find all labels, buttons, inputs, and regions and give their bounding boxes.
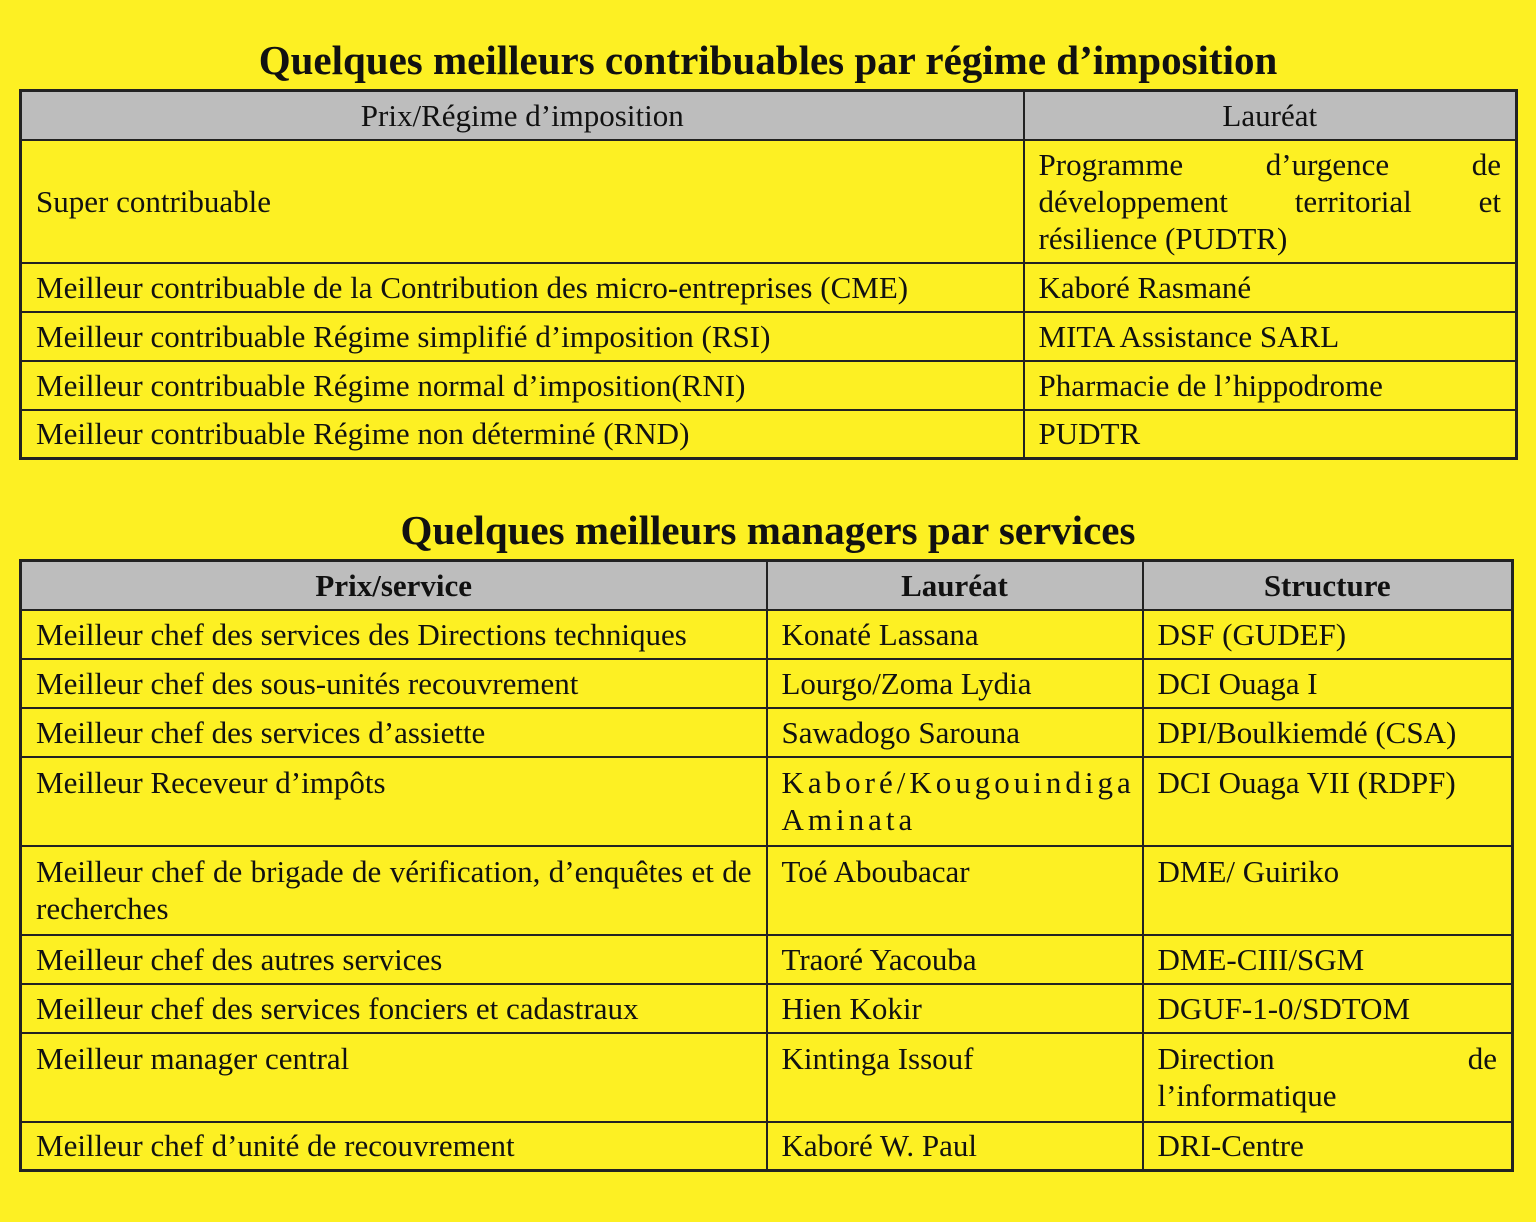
cell-laureat: Lourgo/Zoma Lydia [767,659,1143,708]
cell-structure: DCI Ouaga I [1143,659,1513,708]
cell-prix: Meilleur contribuable Régime simplifié d’imposition (RSI) [21,312,1024,361]
cell-laureat: Hien Kokir [767,984,1143,1033]
managers-table [19,559,1514,1172]
table-row [21,1122,1513,1171]
cell-prix: Super contribuable [21,140,1024,263]
header-laureat: Lauréat [1024,91,1517,140]
cell-prix: Meilleur contribuable de la Contribution des micro-entreprises (CME) [21,263,1024,312]
cell-laureat: MITA Assistance SARL [1024,312,1517,361]
table-row [21,1033,1513,1122]
cell-prix: Meilleur chef des sous-unités recouvrement [21,659,767,708]
table-header-row [21,561,1513,610]
table-row [21,312,1517,361]
table-row [21,410,1517,459]
cell-structure: DPI/Boulkiemdé (CSA) [1143,708,1513,757]
cell-laureat: Konaté Lassana [767,610,1143,659]
header-prix-service: Prix/service [21,561,767,610]
cell-prix: Meilleur contribuable Régime normal d’imposition(RNI) [21,361,1024,410]
cell-prix: Meilleur chef des services d’assiette [21,708,767,757]
cell-prix: Meilleur contribuable Régime non déterminé (RND) [21,410,1024,459]
cell-structure: Direction de l’informatique [1143,1033,1513,1122]
table-row [21,984,1513,1033]
cell-laureat: Traoré Yacouba [767,935,1143,984]
cell-structure: DGUF-1-0/SDTOM [1143,984,1513,1033]
cell-structure: DCI Ouaga VII (RDPF) [1143,757,1513,846]
cell-laureat: Kaboré/Kougouindiga Aminata [767,757,1143,846]
table-row [21,757,1513,846]
table-row [21,610,1513,659]
header-laureat: Lauréat [767,561,1143,610]
table-row [21,140,1517,263]
table-row [21,935,1513,984]
cell-laureat: Kaboré Rasmané [1024,263,1517,312]
cell-laureat: Kintinga Issouf [767,1033,1143,1122]
section1-title: Quelques meilleurs contribuables par régime d’imposition [258,37,1278,83]
section2-title: Quelques meilleurs managers par services [400,507,1136,553]
table-row [21,846,1513,935]
table-header-row [21,91,1517,140]
table-row [21,659,1513,708]
cell-prix: Meilleur chef des services des Directions techniques [21,610,767,659]
table-row [21,361,1517,410]
cell-laureat: Pharmacie de l’hippodrome [1024,361,1517,410]
cell-laureat: Kaboré W. Paul [767,1122,1143,1171]
cell-structure: DME-CIII/SGM [1143,935,1513,984]
cell-laureat: Sawadogo Sarouna [767,708,1143,757]
header-structure: Structure [1143,561,1513,610]
table-row [21,263,1517,312]
contribuables-table [19,89,1518,460]
cell-prix: Meilleur chef des autres services [21,935,767,984]
cell-structure: DME/ Guiriko [1143,846,1513,935]
cell-laureat: Programme d’urgence de développement territorial et résilience (PUDTR) [1024,140,1517,263]
cell-prix: Meilleur chef d’unité de recouvrement [21,1122,767,1171]
cell-structure: DSF (GUDEF) [1143,610,1513,659]
cell-prix: Meilleur manager central [21,1033,767,1122]
header-prix-regime: Prix/Régime d’imposition [21,91,1024,140]
table-row [21,708,1513,757]
cell-prix: Meilleur chef de brigade de vérification, d’enquêtes et de recherches [21,846,767,935]
cell-structure: DRI-Centre [1143,1122,1513,1171]
cell-laureat: Toé Aboubacar [767,846,1143,935]
cell-laureat: PUDTR [1024,410,1517,459]
cell-prix: Meilleur chef des services fonciers et cadastraux [21,984,767,1033]
cell-prix: Meilleur Receveur d’impôts [21,757,767,846]
